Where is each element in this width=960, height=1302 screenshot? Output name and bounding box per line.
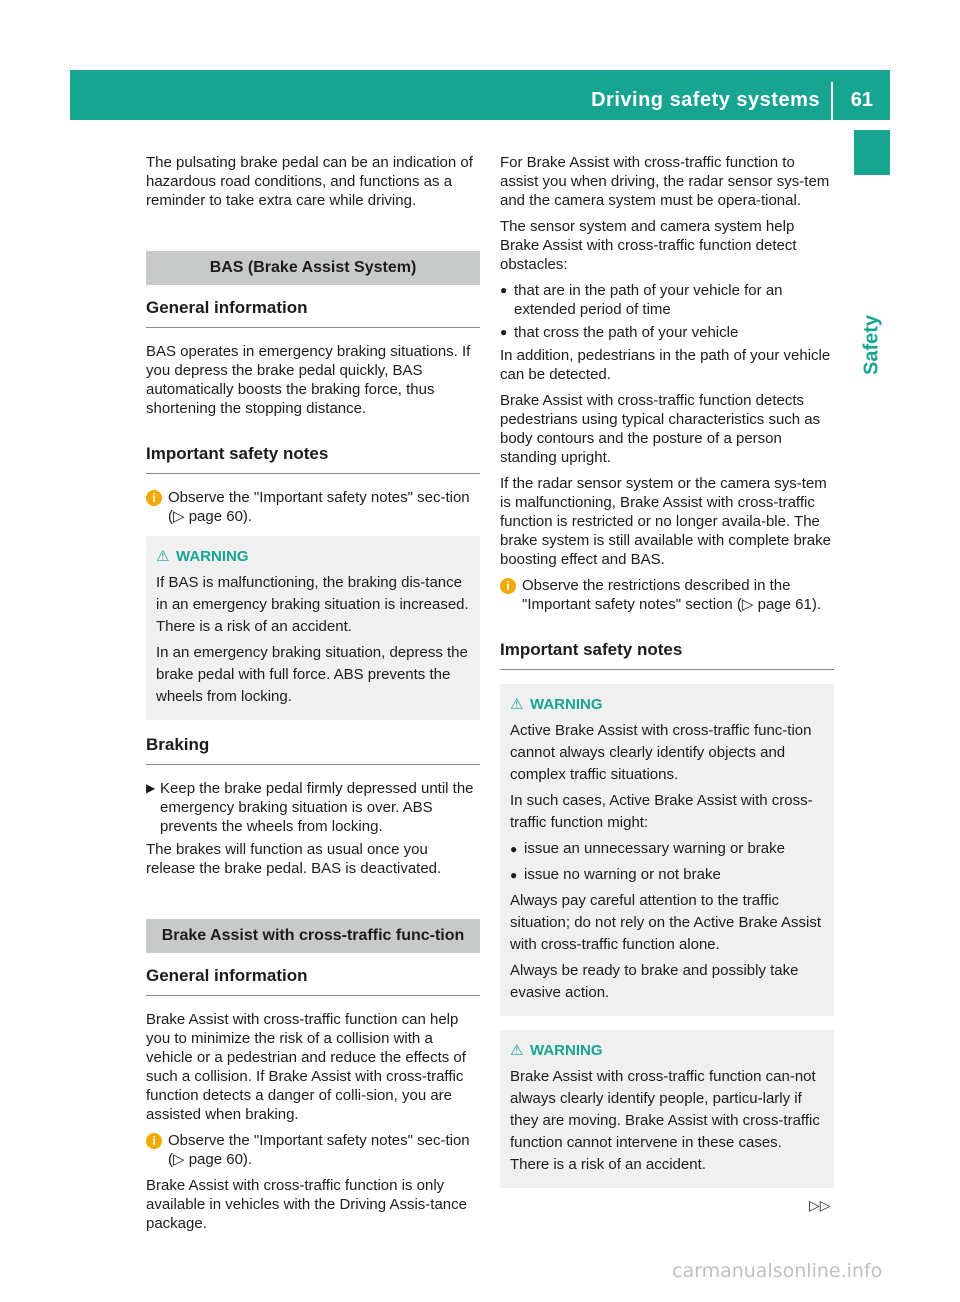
section-title: Driving safety systems bbox=[591, 89, 820, 111]
instruction-step-text: Keep the brake pedal firmly depressed until the emergency braking situation is over. ABS prevents the wheels from locking. bbox=[160, 780, 474, 835]
info-note-text: Observe the "Important safety notes" sec-tion (▷ page 60). bbox=[168, 489, 470, 525]
warning-text: In such cases, Active Brake Assist with cross-traffic function might: bbox=[510, 792, 813, 831]
step-arrow-icon: ▶ bbox=[146, 781, 156, 795]
right-column bbox=[500, 153, 834, 1202]
side-tab-label-text: Safety bbox=[860, 314, 883, 376]
warning-box bbox=[500, 1030, 834, 1188]
warning-label: WARNING bbox=[176, 548, 249, 565]
info-note bbox=[146, 1131, 480, 1169]
list-item-text: that cross the path of your vehicle bbox=[514, 324, 739, 341]
warning-text: Brake Assist with cross-traffic function can-not always clearly identify people, particu-larly if they are moving. Brake Assist with cross-traffic function cannot intervene in these cases. There is a risk of an accident. bbox=[510, 1068, 820, 1173]
section-box-brake-assist-cross-traffic: Brake Assist with cross-traffic func-tion bbox=[146, 919, 480, 953]
info-note-text: Observe the "Important safety notes" sec-tion (▷ page 60). bbox=[168, 1132, 470, 1168]
body-text: For Brake Assist with cross-traffic function to assist you when driving, the radar sensor sys-tem and the camera system must be opera-tional. bbox=[500, 154, 830, 209]
availability-text: Brake Assist with cross-traffic function is only available in vehicles with the Driving Assis-tance package. bbox=[146, 1177, 467, 1232]
warning-header bbox=[510, 1040, 824, 1062]
heading-general-information: General information bbox=[146, 965, 480, 996]
list-item-text: issue an unnecessary warning or brake bbox=[524, 840, 785, 857]
warning-text: Always be ready to brake and possibly take evasive action. bbox=[510, 962, 799, 1001]
warning-box bbox=[146, 536, 480, 720]
side-tab bbox=[854, 130, 890, 175]
heading-braking: Braking bbox=[146, 734, 480, 765]
list-item bbox=[500, 323, 834, 342]
side-tab-label bbox=[852, 300, 892, 390]
warning-label: WARNING bbox=[530, 696, 603, 713]
bullet-icon: ● bbox=[500, 283, 508, 297]
warning-triangle-icon: ⚠ bbox=[510, 696, 524, 713]
warning-text: Active Brake Assist with cross-traffic func-tion cannot always clearly identify objects and complex traffic situations. bbox=[510, 722, 812, 783]
bullet-icon: ● bbox=[500, 325, 508, 339]
heading-important-safety-notes: Important safety notes bbox=[500, 639, 834, 670]
left-column bbox=[146, 153, 480, 1240]
brake-assist-description: Brake Assist with cross-traffic function can help you to minimize the risk of a collision with a vehicle or a pedestrian and reduce the effects of such a collision. If Brake Assist with cross-traffic function detects a danger of colli-sion, you are assisted when braking. bbox=[146, 1011, 466, 1123]
warning-triangle-icon: ⚠ bbox=[510, 1042, 524, 1059]
info-icon: i bbox=[500, 578, 516, 594]
braking-text: The brakes will function as usual once you release the brake pedal. BAS is deactivated. bbox=[146, 841, 442, 877]
instruction-step bbox=[146, 779, 480, 836]
info-note bbox=[500, 576, 834, 614]
warning-header bbox=[510, 694, 824, 716]
warning-box bbox=[500, 684, 834, 1016]
header-bar bbox=[70, 70, 890, 120]
bas-description: BAS operates in emergency braking situations. If you depress the brake pedal quickly, BAS automatically boosts the braking force, thus shortening the stopping distance. bbox=[146, 343, 471, 417]
list-item bbox=[510, 864, 824, 886]
body-text: If the radar sensor system or the camera sys-tem is malfunctioning, Brake Assist with cross-traffic function is restricted or no longer availa-ble. The brake system is still available with complete brake boosting effect and BAS. bbox=[500, 475, 831, 568]
body-text: Brake Assist with cross-traffic function detects pedestrians using typical characteristics such as body contours and the posture of a person standing upright. bbox=[500, 392, 821, 466]
page-number: 61 bbox=[850, 89, 873, 111]
info-note-text: Observe the restrictions described in the "Important safety notes" section (▷ page 61). bbox=[522, 577, 822, 613]
bullet-icon: ● bbox=[510, 868, 518, 882]
list-item bbox=[500, 281, 834, 319]
heading-general-information: General information bbox=[146, 297, 480, 328]
list-item-text: that are in the path of your vehicle for an extended period of time bbox=[514, 282, 783, 318]
warning-text: In an emergency braking situation, depress the brake pedal with full force. ABS prevents the wheels from locking. bbox=[156, 644, 468, 705]
section-box-bas: BAS (Brake Assist System) bbox=[146, 251, 480, 285]
intro-text: The pulsating brake pedal can be an indication of hazardous road conditions, and functions as a reminder to take extra care while driving. bbox=[146, 154, 473, 209]
info-icon: i bbox=[146, 1133, 162, 1149]
bullet-icon: ● bbox=[510, 842, 518, 856]
heading-important-safety-notes: Important safety notes bbox=[146, 443, 480, 474]
warning-text: If BAS is malfunctioning, the braking dis-tance in an emergency braking situation is increased. There is a risk of an accident. bbox=[156, 574, 469, 635]
continue-arrow-icon: ▷▷ bbox=[809, 1197, 831, 1213]
body-text: The sensor system and camera system help Brake Assist with cross-traffic function detect obstacles: bbox=[500, 218, 797, 273]
warning-text: Always pay careful attention to the traffic situation; do not rely on the Active Brake Assist with cross-traffic function alone. bbox=[510, 892, 822, 953]
watermark: carmanualsonline.info bbox=[672, 1260, 883, 1282]
header-separator bbox=[831, 82, 833, 120]
warning-triangle-icon: ⚠ bbox=[156, 548, 170, 565]
list-item-text: issue no warning or not brake bbox=[524, 866, 721, 883]
list-item bbox=[510, 838, 824, 860]
body-text: In addition, pedestrians in the path of your vehicle can be detected. bbox=[500, 347, 831, 383]
info-icon: i bbox=[146, 490, 162, 506]
warning-header bbox=[156, 546, 470, 568]
info-note bbox=[146, 488, 480, 526]
warning-label: WARNING bbox=[530, 1042, 603, 1059]
